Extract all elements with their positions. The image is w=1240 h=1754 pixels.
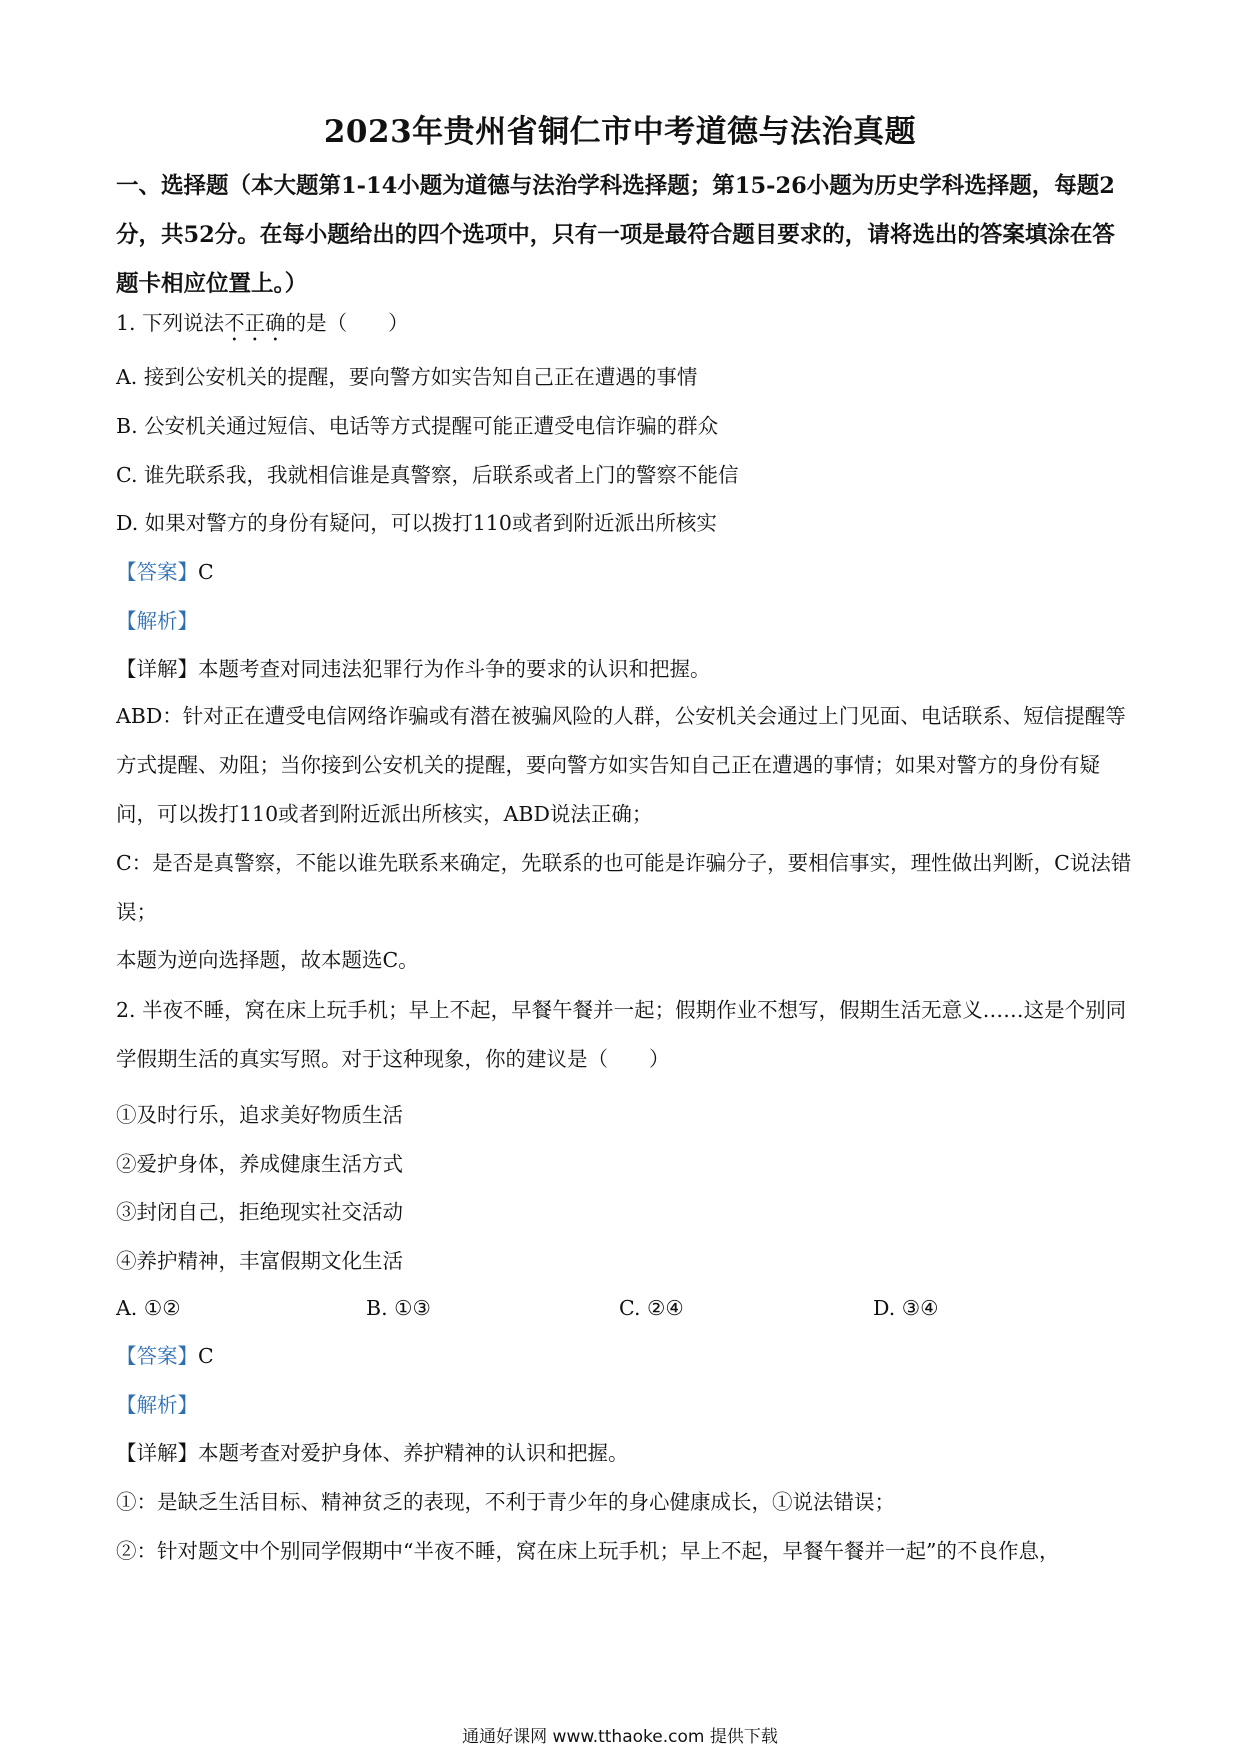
- q1-paragraph-abd: ABD：针对正在遭受电信网络诈骗或有潜在被骗风险的人群，公安机关会通过上门见面、电话联系、短信提醒等方式提醒、劝阻；当你接到公安机关的提醒，要向警方如实告知自己正在遭遇的事情；如果对警方的身份有疑问，可以拨打110或者到附近派出所核实，ABD说法正确；: [116, 704, 1126, 826]
- q2-paragraph-1: ①：是缺乏生活目标、精神贫乏的表现，不利于青少年的身心健康成长，①说法错误；: [116, 1490, 895, 1514]
- question-1-stem: 1. 下列说法不正确的是（ ）: [116, 311, 409, 335]
- q2-item-1: ①及时行乐，追求美好物质生活: [116, 1103, 403, 1127]
- q1-option-c: C. 谁先联系我，我就相信谁是真警察，后联系或者上门的警察不能信: [116, 463, 739, 487]
- q1-option-b: B. 公安机关通过短信、电话等方式提醒可能正遭受电信诈骗的群众: [116, 414, 719, 438]
- q1-conclusion: 本题为逆向选择题，故本题选C。: [116, 948, 419, 972]
- q2-option-a: A. ①②: [116, 1296, 181, 1320]
- section-heading: 一、选择题（本大题第1-14小题为道德与法治学科选择题；第15-26小题为历史学科选择题，每题2分，共52分。在每小题给出的四个选项中，只有一项是最符合题目要求的，请将选出的答案填涂在答题卡相应位置上。）: [116, 173, 1115, 297]
- q2-analysis-tag: 【解析】: [116, 1393, 198, 1417]
- q2-detail: 【详解】本题考查对爱护身体、养护精神的认识和把握。: [116, 1441, 629, 1465]
- q1-paragraph-c: C：是否是真警察，不能以谁先联系来确定，先联系的也可能是诈骗分子，要相信事实，理性做出判断，C说法错误；: [116, 851, 1132, 924]
- q2-item-2: ②爱护身体，养成健康生活方式: [116, 1152, 403, 1176]
- q1-option-a: A. 接到公安机关的提醒，要向警方如实告知自己正在遭遇的事情: [116, 365, 698, 389]
- q2-option-d: D. ③④: [873, 1296, 939, 1320]
- answer-tag: 【答案】: [116, 560, 198, 584]
- q1-option-d: D. 如果对警方的身份有疑问，可以拨打110或者到附近派出所核实: [116, 511, 717, 535]
- q2-item-3: ③封闭自己，拒绝现实社交活动: [116, 1200, 403, 1224]
- q2-option-c: C. ②④: [619, 1296, 684, 1320]
- q1-answer: 【答案】C: [116, 560, 214, 584]
- answer-tag: 【答案】: [116, 1344, 198, 1368]
- q1-detail: 【详解】本题考查对同违法犯罪行为作斗争的要求的认识和把握。: [116, 657, 711, 681]
- question-2-stem: 2. 半夜不睡，窝在床上玩手机；早上不起，早餐午餐并一起；假期作业不想写，假期生活无意义……这是个别同学假期生活的真实写照。对于这种现象，你的建议是（ ）: [116, 998, 1127, 1071]
- q2-answer: 【答案】C: [116, 1344, 214, 1368]
- q2-option-b: B. ①③: [366, 1296, 431, 1320]
- page-title: 2023年贵州省铜仁市中考道德与法治真题: [323, 114, 917, 150]
- page-footer: 通通好课网 www.tthaoke.com 提供下载: [462, 1727, 778, 1747]
- q1-analysis-tag: 【解析】: [116, 609, 198, 633]
- q2-item-4: ④养护精神，丰富假期文化生活: [116, 1249, 403, 1273]
- q2-paragraph-2: ②：针对题文中个别同学假期中“半夜不睡，窝在床上玩手机；早上不起，早餐午餐并一起”的不良作息，: [116, 1539, 1060, 1563]
- emphasis-text: 不正确: [224, 311, 286, 335]
